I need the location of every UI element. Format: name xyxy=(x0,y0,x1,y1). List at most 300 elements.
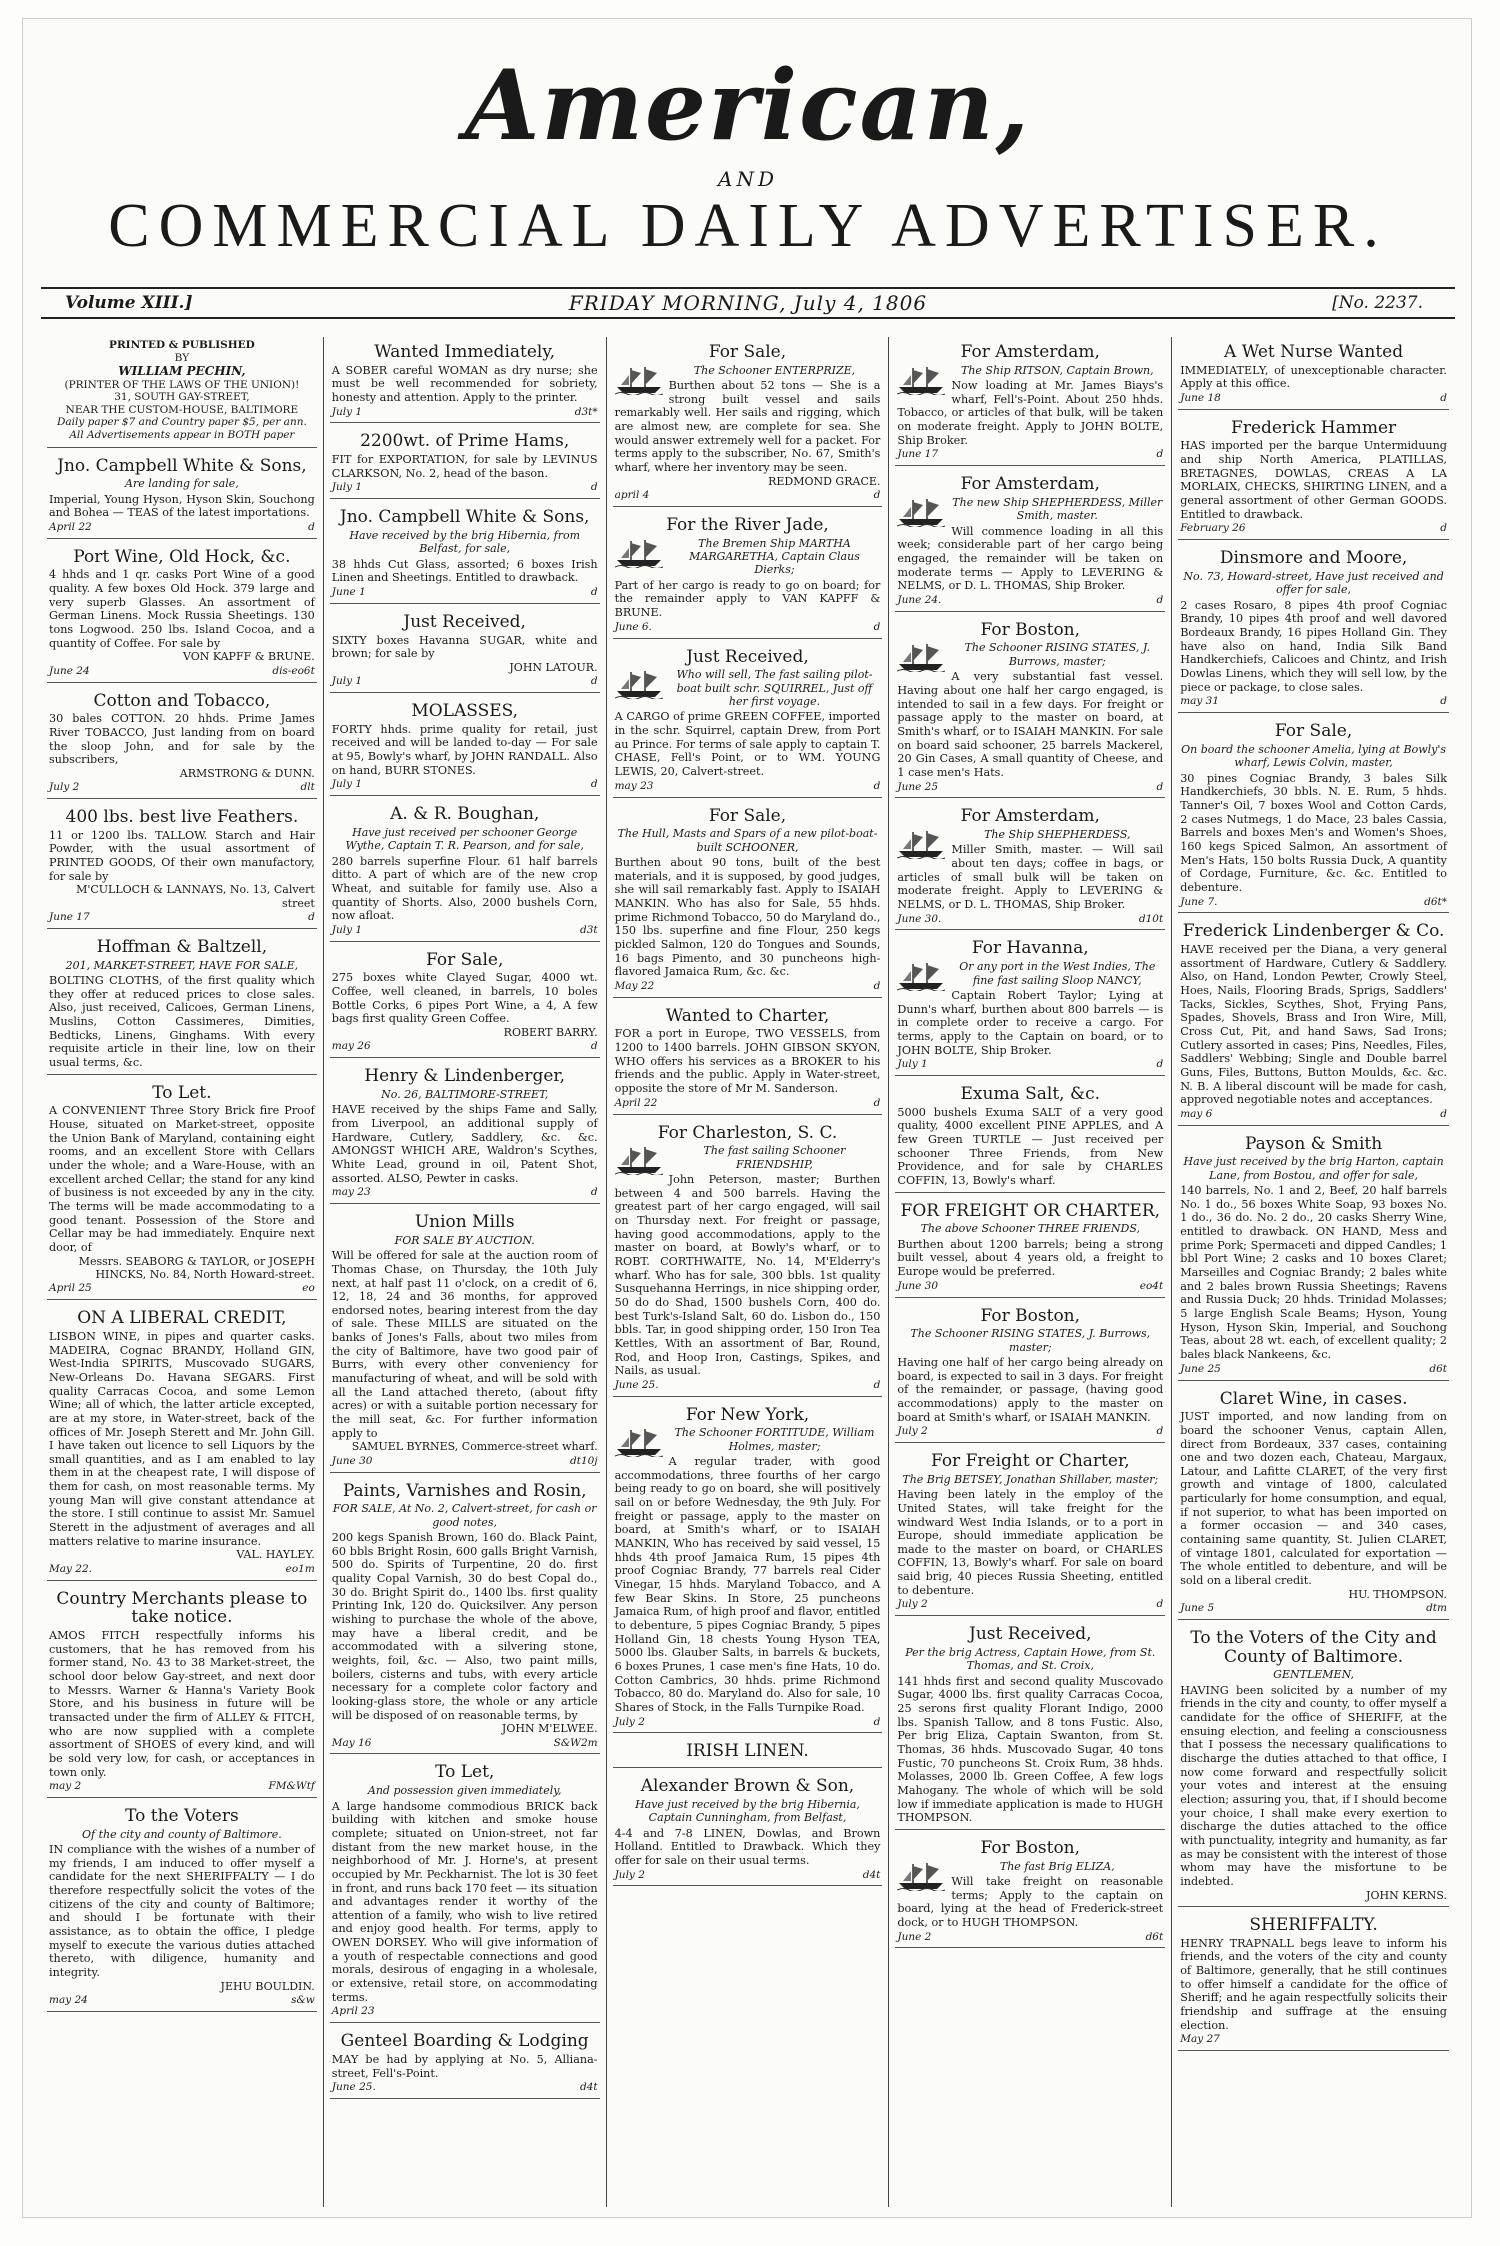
ad-date: July 1 xyxy=(331,405,363,418)
ad-code: d4t xyxy=(579,2081,598,2094)
printer-name: WILLIAM PECHIN, xyxy=(118,364,246,379)
ad-heading: IRISH LINEN. xyxy=(686,1741,809,1762)
ad-body-text: HENRY TRAPNALL begs leave to inform his friends, and the voters of the city and county of Baltimore, generally, that he still continues to offer himself a candidate for the office of Sheriff; and he again respectfully solicits their friendship and suffrage at the ensuing election. xyxy=(1180,1936,1447,2032)
ad-dateline xyxy=(49,1282,315,1295)
ad-date: april 4 xyxy=(614,489,650,502)
ad-heading: Genteel Boarding & Lodging xyxy=(340,2031,589,2052)
ad-dateline xyxy=(1180,522,1447,535)
ad-signature: JOHN LATOUR. xyxy=(509,660,598,674)
ad-code: FM&Wtf xyxy=(268,1780,315,1793)
ad-body-text: 140 barrels, No. 1 and 2, Beef, 20 half barrels No. 1 do., 56 boxes White Soap, 93 boxes No. 1 do., 36 do. No. 2 do., 20 casks Sherry Wine, entitled to drawback. ON HAND, Mess and prime Pork; Spermaceti and dipped Candles; 1 bbl Port Wine; 2 casks and 10 boxes Claret; Marseilles and Cogniac Brandy; 2 bales white and 2 bales brown Russia Sheetings; Ravens and Russia Duck; 20 hhds. Trinidad Molasses; 5 large English Scale Beams; Hyson, Young Hyson, Hyson Skin, Imperial, and Souchong Teas, about 28 wt. each, of excellent quality; 2 bales black Nankeens, &c. xyxy=(1180,1184,1447,1362)
advertisement xyxy=(1178,413,1449,540)
ad-heading: Frederick Lindenberger & Co. xyxy=(1182,921,1445,942)
ship-woodcut-icon xyxy=(615,365,663,395)
ad-body-text: 141 hhds first and second quality Muscovado Sugar, 4000 lbs. first quality Carracas Cocoa, 25 serons first quality Florant Indigo, 2000 lbs. Spanish Tallow, and 8 tons Fustic. Also, Per brig Eliza, Captain Swanton, from St. Thomas, 36 hhds. Muscovado Sugar, 40 tons Fustic, 70 puncheons St. Croix Rum, 38 hhds. Molasses, 2000 lb. Green Coffee, A few logs Mahogany. The whole of which will be sold low if immediate application is made to HUGH THOMPSON. xyxy=(897,1674,1164,1825)
advertisement xyxy=(47,1303,317,1580)
advertisement xyxy=(47,686,317,800)
ad-heading: Payson & Smith xyxy=(1244,1133,1383,1154)
ad-body-text: Burthen about 52 tons — She is a strong built vessel and sails remarkably well. Her sails and rigging, which are almost new, are complete for sea. She would answer extremely well for a packet. For terms apply to the subscriber, No. 67, Smith's wharf, where her inventory may be seen. xyxy=(614,379,881,475)
advertisement xyxy=(895,801,1165,930)
ad-date: may 24 xyxy=(49,1994,88,2007)
ad-body-text: Will commence loading in all this week; considerable part of her cargo being engaged, the remainder will be taken on moderate terms — Apply to LEVERING & NELMS, or D. L. THOMAS, Ship Broker. xyxy=(897,524,1164,593)
ad-heading: For Boston, xyxy=(980,619,1081,640)
ad-dateline xyxy=(49,665,315,678)
ad-date: July 1 xyxy=(331,675,363,688)
ad-date: May 22 xyxy=(614,979,655,992)
ad-heading: For Havanna, xyxy=(971,938,1089,959)
ad-code: d xyxy=(873,779,881,792)
ad-body-text: SIXTY boxes Havanna SUGAR, white and brown; for sale by xyxy=(331,633,598,661)
ad-heading: For Amsterdam, xyxy=(960,806,1100,827)
advertisement xyxy=(330,426,600,499)
ad-heading: Country Merchants please to take notice. xyxy=(56,1588,308,1628)
ad-date: June 5 xyxy=(1180,1602,1215,1615)
ad-dateline xyxy=(49,911,315,924)
ad-date: June 2 xyxy=(897,1930,932,1943)
ad-code: dtm xyxy=(1426,1602,1447,1615)
column-5 xyxy=(1172,337,1455,2207)
ad-date: July 1 xyxy=(331,778,363,791)
ad-subheading: The Schooner RISING STATES, J. Burrows, master; xyxy=(964,641,1150,668)
ship-woodcut-icon xyxy=(897,1861,945,1891)
ad-code: d xyxy=(1156,1598,1164,1611)
ship-woodcut-icon xyxy=(897,829,945,859)
ad-date: July 2 xyxy=(897,1598,928,1611)
advertisement xyxy=(613,1118,883,1397)
advertisement xyxy=(895,337,1165,466)
ad-body-text: Burthen about 90 tons, built of the best materials, and it is supposed, by good judges, she will sail remarkably fast. Apply to ISAIAH MANKIN. Who has also for Sale, 55 hhds. prime Richmond Tobacco, 50 do Maryland do., 150 lbs. superfine and fine Flour, 250 kegs pickled Salmon, 120 do Tongues and Sounds, 16 bags Pimento, and 30 puncheons high-flavored Jamaica Rum, &c. &c. xyxy=(614,856,881,979)
ad-date: June 6. xyxy=(614,620,652,633)
ad-subheading: Who will sell, The fast sailing pilot-boat built schr. SQUIRREL, Just off her first voyage. xyxy=(676,668,873,709)
ad-body-text: Part of her cargo is ready to go on board; for the remainder apply to VAN KAPFF & BRUNE. xyxy=(614,578,881,620)
advertisement xyxy=(613,642,883,798)
ad-heading: Wanted Immediately, xyxy=(374,342,556,362)
ad-body-text: IMMEDIATELY, of unexceptionable character. Apply at this office. xyxy=(1180,363,1447,391)
ad-date: April 25 xyxy=(49,1282,92,1295)
ad-dateline xyxy=(615,780,881,793)
ad-date: June 17 xyxy=(49,911,90,924)
ad-dateline xyxy=(1180,1363,1447,1376)
advertisement xyxy=(330,607,600,693)
ad-subheading: 201, MARKET-STREET, HAVE FOR SALE, xyxy=(65,958,299,972)
ad-heading: Cotton and Tobacco, xyxy=(93,690,271,711)
advertisement xyxy=(330,1061,600,1204)
ad-signature: REDMOND GRACE. xyxy=(768,474,881,488)
ad-date: June 30 xyxy=(331,1454,373,1467)
ad-code: d xyxy=(873,620,881,633)
ad-heading: Hoffman & Baltzell, xyxy=(96,937,268,958)
ad-body-text: 4 hhds and 1 qr. casks Port Wine of a good quality. A few boxes Old Hock. 379 large and very superb Glasses. An assortment of German Linens. Mock Russia Sheetings. 130 tons Logwood. 250 lbs. Island Cocoa, and a quantity of Coffee. For sale by xyxy=(49,568,315,650)
ad-body-text: Will be offered for sale at the auction room of Thomas Chase, on Thursday, the 10th July next, at half past 11 o'clock, on a credit of 6, 12, 18, 24 and 36 months, for approved endorsed notes, bearing interest from the day of sale. These MILLS are situated on the banks of Jones's Falls, about two miles from the city of Baltimore, have two good pair of Burrs, with every other conveniency for manufacturing of wheat, and will be sold with all the Land attached thereto, (about fifty acres) or with a suitable portion necessary for the mill seat, &c. For further information apply to xyxy=(331,1249,598,1440)
ad-heading: For Charleston, S. C. xyxy=(657,1122,838,1143)
ad-heading: Jno. Campbell White & Sons, xyxy=(339,507,590,528)
ad-heading: 400 lbs. best live Feathers. xyxy=(65,807,299,828)
ad-body-text: 30 bales COTTON. 20 hhds. Prime James River TOBACCO, Just landing from on board the sloop John, and for sale by the subscribers, xyxy=(49,712,315,767)
ad-date: July 2 xyxy=(614,1868,645,1881)
ad-dateline xyxy=(332,1737,598,1750)
ship-woodcut-icon xyxy=(615,538,663,568)
ad-dateline xyxy=(615,1097,881,1110)
ad-heading: Exuma Salt, &c. xyxy=(960,1084,1101,1105)
advertisement xyxy=(330,1207,600,1472)
ad-subheading: No. 73, Howard-street, Have just received and offer for sale, xyxy=(1183,569,1444,597)
ad-code: d xyxy=(873,489,881,502)
ad-dateline xyxy=(49,1563,315,1576)
advertisement xyxy=(1178,1910,1449,2051)
ad-body-text: LISBON WINE, in pipes and quarter casks. MADEIRA, Cognac BRANDY, Holland GIN, West-India SPIRITS, Muscovado SUGARS, New-Orleans Do. Havana SEGARS. First quality Carracas Cocoa, and some Lemon Wine; all of which, the latter article excepted, are at my store, in Water-street, back of the offices of Mr. Joseph Sterett and Mr. John Gill. I have taken out licence to sell Liquors by the small quantities, and as I am enabled to lay them in at the cheapest rate, I will dispose of them for cash, on most reasonable terms. My young Man will give constant attendance at the store. I still continue to assist Mr. Samuel Sterett in the adjustment of averages and all matters relative to marine insurance. xyxy=(49,1329,315,1548)
ad-code: d xyxy=(590,778,598,791)
ad-dateline xyxy=(615,489,881,502)
ad-dateline xyxy=(897,913,1163,926)
advertisement xyxy=(1178,916,1449,1125)
ad-body-text: Captain Robert Taylor; Lying at Dunn's wharf, burthen about 800 barrels — is in complete order to receive a cargo. For terms, apply to the Captain on board, or to JOHN BOLTE, Ship Broker. xyxy=(897,988,1164,1057)
ad-code: d xyxy=(1440,1107,1447,1120)
ad-body-text: Now loading at Mr. James Biays's wharf, Fell's-Point. About 250 hhds. Tobacco, or articles of that bulk, will be taken on moderate freight. Apply to JOHN BOLTE, Ship Broker. xyxy=(897,379,1164,447)
ad-date: June 30 xyxy=(897,1279,939,1292)
ad-body-text: 4-4 and 7-8 LINEN, Dowlas, and Brown Holland. Entitled to Drawback. Which they offer for sale on their usual terms. xyxy=(614,1826,881,1867)
advertisement xyxy=(330,799,600,942)
ad-signature: VAL. HAYLEY. xyxy=(236,1548,315,1562)
ad-dateline xyxy=(332,924,598,937)
advertisement xyxy=(895,469,1165,612)
ad-subheading: Have just received by the brig Harton, captain Lane, from Bostou, and offer for sale, xyxy=(1183,1155,1444,1182)
ad-heading: For Sale, xyxy=(708,805,787,826)
ad-dateline xyxy=(332,481,598,494)
ship-woodcut-icon xyxy=(897,642,945,672)
ad-subheading: The Bremen Ship MARTHA MARGARETHA, Captain Claus Dierks; xyxy=(689,536,860,577)
ad-body-text: HAVING been solicited by a number of my friends in the city and county, to offer myself a candidate for the office of SHERIFF, at the ensuing election, and feeling a consciousness that I possess the necessary qualifications to discharge the duties attached to that office, I now come forward and respectfully solicit your votes and interest at the ensuing election; assuring you, that, if I should become your choice, I shall make every exertion to discharge the duties attached to the office with punctuality, integrity and humanity, as far as may be consistent with the interest of those whom may have the misfortune to be indebted. xyxy=(1180,1683,1447,1888)
ad-subheading: The Schooner ENTERPRIZE, xyxy=(693,363,856,377)
ad-subheading: Have just received by the brig Hibernia, Captain Cunningham, from Belfast, xyxy=(635,1797,860,1825)
ad-date: July 1 xyxy=(897,1058,928,1071)
ad-code: d xyxy=(590,586,598,599)
ad-code: d xyxy=(1156,780,1164,793)
printer-line-3: 31, SOUTH GAY-STREET, xyxy=(114,391,250,404)
ad-body-text: 275 boxes white Clayed Sugar, 4000 wt. Coffee, well cleaned, in barrels, 10 boles Bottle Corks, 6 pipes Port Wine, a 4, A few bags first quality Green Coffee. xyxy=(331,971,598,1026)
ad-body-text: A CARGO of prime GREEN COFFEE, imported in the schr. Squirrel, captain Drew, from Port au Prince. For terms of sale apply to captain T. CHASE, Fell's Point, or to WM. YOUNG LEWIS, 20, Calvert-street. xyxy=(614,710,881,779)
advertisement xyxy=(330,1757,600,2023)
ad-dateline xyxy=(1180,392,1447,405)
advertisement xyxy=(330,945,600,1059)
ad-date: May 22. xyxy=(49,1562,92,1575)
ad-subheading: The fast Brig ELIZA, xyxy=(999,1859,1115,1873)
ad-code: d6t xyxy=(1145,1930,1164,1943)
ad-code: d6t xyxy=(1429,1362,1447,1375)
ad-heading: For Amsterdam, xyxy=(960,342,1100,362)
ad-body-text: A SOBER careful WOMAN as dry nurse; she must be well recommended for sobriety, honesty and attention. Apply to the printer. xyxy=(331,363,598,404)
ad-dateline xyxy=(897,1425,1163,1438)
advertisement xyxy=(47,1584,317,1798)
ad-heading: To the Voters xyxy=(125,1806,239,1826)
ad-body-text: 30 pines Cogniac Brandy, 3 bales Silk Handkerchiefs, 30 bbls. N. E. Rum, 5 hhds. Tanner's Oil, 7 boxes Wool and Cotton Cards, 2 cases Nutmegs, 1 do Mace, 23 bales Cassia, Barrels and boxes Men's and Women's Shoes, 160 kegs Spiced Salmon, An assortment of Men's Hats, 150 bolts Russia Duck, A quantity of Cordage, Furniture, &c. &c. Entitled to debenture. xyxy=(1180,771,1447,894)
ad-subheading: Have received by the brig Hibernia, from Belfast, for sale, xyxy=(349,528,581,556)
ad-signature: SAMUEL BYRNES, Commerce-street wharf. xyxy=(351,1440,598,1454)
ad-dateline xyxy=(615,621,881,634)
ad-dateline xyxy=(1180,1602,1447,1615)
ad-signature: VON KAPFF & BRUNE. xyxy=(182,650,315,664)
ad-code: d xyxy=(1156,1058,1164,1071)
advertisement xyxy=(47,802,317,929)
ad-dateline xyxy=(897,781,1163,794)
ad-heading: For the River Jade, xyxy=(666,514,829,535)
ad-code: d xyxy=(590,1186,598,1199)
ad-date: May 16 xyxy=(331,1736,372,1749)
ad-date: April 23 xyxy=(331,2005,375,2018)
ad-code: eo1m xyxy=(285,1562,315,1575)
ad-heading: To the Voters of the City and County of Baltimore. xyxy=(1190,1627,1437,1667)
ad-subheading: The fast sailing Schooner FRIENDSHIP, xyxy=(703,1144,846,1171)
ad-date: may 31 xyxy=(1180,695,1220,708)
advertisement xyxy=(330,1476,600,1755)
ad-dateline xyxy=(897,1598,1163,1611)
ad-code: d xyxy=(1156,593,1164,606)
ad-dateline xyxy=(897,448,1163,461)
ad-subheading: The Hull, Masts and Spars of a new pilot-boat-built SCHOONER, xyxy=(617,827,878,854)
ad-date: June 7. xyxy=(1180,895,1218,908)
ad-subheading: Of the city and county of Baltimore. xyxy=(82,1827,282,1841)
ad-body-text: Having been lately in the employ of the United States, will take freight for the windward West India Islands, or to a port in Europe, should immediate application be made to the master on board, or CHARLES COFFIN, 13, Bowly's wharf. For sale on board said brig, 40 pieces Russia Sheeting, entitled to debenture. xyxy=(897,1488,1164,1597)
ad-dateline xyxy=(332,586,598,599)
advertisement xyxy=(1178,1623,1449,1907)
ad-dateline xyxy=(1180,1108,1447,1121)
ad-code: d xyxy=(590,481,598,494)
ad-date: April 22 xyxy=(49,520,92,533)
ad-subheading: The Ship SHEPHERDESS, xyxy=(984,827,1131,841)
ad-code: d xyxy=(1440,695,1447,708)
ad-date: June 25 xyxy=(897,780,939,793)
ad-body-text: Miller Smith, master. — Will sail about ten days; coffee in bags, or articles of small bulk will be taken on moderate freight. Apply to LEVERING & NELMS, or D. L. THOMAS, Ship Broker. xyxy=(897,843,1164,912)
ad-code: S&W2m xyxy=(553,1736,598,1749)
ad-heading: To Let, xyxy=(435,1762,495,1783)
ad-signature: JOHN M'ELWEE. xyxy=(501,1722,598,1736)
ad-subheading: No. 26, BALTIMORE-STREET, xyxy=(381,1087,549,1101)
advertisement xyxy=(330,2026,600,2099)
ad-subheading: FOR SALE, At No. 2, Calvert-street, for cash or good notes, xyxy=(332,1502,597,1529)
ad-heading: Just Received, xyxy=(403,611,526,632)
advertisement xyxy=(330,337,600,423)
ad-code: dt10j xyxy=(570,1454,598,1467)
ship-woodcut-icon xyxy=(897,961,945,991)
ad-dateline xyxy=(1180,896,1447,909)
ad-subheading: The Ship RITSON, Captain Brown, xyxy=(960,363,1154,377)
ad-subheading: The above Schooner THREE FRIENDS, xyxy=(920,1222,1140,1236)
ad-code: eo4t xyxy=(1139,1279,1164,1292)
volume-label: Volume XIII.] xyxy=(65,293,193,313)
masthead-rule-bottom xyxy=(41,317,1455,319)
ad-code: d xyxy=(873,979,881,992)
ad-body-text: HAVE received per the Diana, a very general assortment of Hardware, Cutlery & Saddlery. Also, on Hand, London Pewter, Crowly Steel, Hoes, Nails, Flooring Brads, Sprigs, Saddlers' Tacks, Sickles, Scythes, Shot, Frying Pans, Spades, Shovels, Brass and Iron Wire, Mill, Cross Cut, Pit, and hand Saws, Sad Irons; Cutlery assorted in cases; Pins, Needles, Files, Saddlers' Webbing; Single and Double barrel Guns, Files, Buttons, Button Moulds, &c. &c. N. B. A liberal discount will be made for cash, approved negotiable notes and acceptances. xyxy=(1180,943,1447,1107)
ad-heading: A. & R. Boughan, xyxy=(390,804,540,825)
column-1 xyxy=(41,337,324,2207)
ad-date: may 6 xyxy=(1180,1107,1213,1120)
ad-dateline xyxy=(49,1994,315,2007)
ad-subheading: The Schooner RISING STATES, J. Burrows, master; xyxy=(910,1327,1151,1354)
ad-date: June 30. xyxy=(897,912,942,925)
advertisement xyxy=(47,1801,317,2012)
ad-code: dlt xyxy=(300,781,315,794)
ad-dateline xyxy=(332,2081,598,2094)
advertisement xyxy=(47,451,317,539)
ad-code: d xyxy=(590,675,598,688)
ad-body-text: Will take freight on reasonable terms; Apply to the captain on board, lying at the head of Frederick-street dock, or to HUGH THOMPSON. xyxy=(897,1875,1164,1930)
ad-heading: FOR FREIGHT OR CHARTER, xyxy=(900,1200,1161,1221)
advertisement xyxy=(47,1078,317,1301)
ad-code: d3t xyxy=(579,923,598,936)
ad-signature: HU. THOMPSON. xyxy=(1348,1587,1447,1601)
advertisement xyxy=(1178,543,1449,713)
ad-dateline xyxy=(49,1780,315,1793)
ad-heading: Alexander Brown & Son, xyxy=(640,1776,855,1797)
ad-heading: 2200wt. of Prime Hams, xyxy=(360,431,570,452)
advertisement xyxy=(895,1196,1165,1298)
ad-heading: Just Received, xyxy=(686,646,809,667)
ad-body-text: Having one half of her cargo being already on board, is expected to sail in 3 days. For freight of the remainder, or passage, (having good accommodations) apply to the master on board at Smith's wharf, or ISAIAH MANKIN. xyxy=(897,1356,1164,1424)
ad-code: d6t* xyxy=(1424,895,1447,908)
ad-code: d xyxy=(1440,522,1447,535)
ad-subheading: Are landing for sale, xyxy=(125,477,239,491)
advertisement xyxy=(1178,1129,1449,1381)
advertisement xyxy=(895,1619,1165,1830)
ad-dateline xyxy=(332,406,598,419)
ad-body-text: A very substantial fast vessel. Having about one half her cargo engaged, is intended to sail in a few days. For freight or passage apply to the master on board, at Smith's wharf, or to ISAIAH MANKIN. For sale on board said schooner, 25 barrels Mackerel, 20 Gin Cases, A small quantity of Cheese, and 1 case men's Hats. xyxy=(897,670,1164,779)
printer-line-2: (PRINTER OF THE LAWS OF THE UNION)! xyxy=(64,378,300,391)
ship-woodcut-icon xyxy=(615,1427,663,1457)
ad-code: d3t* xyxy=(574,405,598,418)
ad-heading: Union Mills xyxy=(414,1212,515,1233)
ad-code: s&w xyxy=(291,1994,315,2007)
advertisement xyxy=(895,1079,1165,1193)
ad-subheading: The Brig BETSEY, Jonathan Shillaber, master; xyxy=(902,1472,1159,1486)
ad-code: d xyxy=(1156,448,1164,461)
ad-date: April 22 xyxy=(614,1096,658,1109)
ad-code: d xyxy=(873,1378,881,1391)
ad-heading: For Sale, xyxy=(426,949,504,970)
ad-subheading: The Schooner FORTITUDE, William Holmes, master; xyxy=(674,1426,875,1453)
advertisement xyxy=(613,1001,883,1115)
ad-heading: Wanted to Charter, xyxy=(665,1005,830,1026)
ad-dateline xyxy=(332,2005,598,2018)
ad-body-text: A CONVENIENT Three Story Brick fire Proof House, situated on Market-street, opposite the Union Bank of Maryland, containing eight rooms, and an excellent Store with Cellars under the whole; and a Ware-House, with an excellent arched Cellar; the stand for any kind of business is not exceeded by any in the city. The terms will be made accommodating to a good tenant. Possession of the Store and Cellar may be had immediately. Enquire next door, of xyxy=(49,1104,315,1254)
masthead-rule-top xyxy=(41,287,1455,289)
ad-signature: ARMSTRONG & DUNN. xyxy=(179,766,315,780)
advertisement xyxy=(895,615,1165,799)
advertisement xyxy=(47,542,317,683)
ad-date: may 26 xyxy=(331,1040,371,1053)
ad-dateline xyxy=(332,1455,598,1468)
ad-dateline xyxy=(49,521,315,534)
ad-code: d4t xyxy=(862,1868,881,1881)
ad-dateline xyxy=(49,781,315,794)
advertisement xyxy=(1178,1384,1449,1620)
ad-date: may 2 xyxy=(49,1780,82,1793)
printer-by: BY xyxy=(174,351,190,364)
advertisement xyxy=(330,696,600,796)
ad-date: June 24. xyxy=(897,593,942,606)
advertisement xyxy=(895,1446,1165,1616)
advertisement xyxy=(613,1736,883,1768)
ad-dateline xyxy=(1180,695,1447,708)
ad-body-text: 280 barrels superfine Flour. 61 half barrels ditto. A part of which are of the new crop Wheat, and suitable for family use. Also a quantity of Shorts. Also, 2000 bushels Corn, now afloat. xyxy=(331,854,598,923)
ad-date: June 25. xyxy=(614,1378,659,1391)
ad-signature: JOHN KERNS. xyxy=(1366,1888,1447,1902)
ad-heading: Frederick Hammer xyxy=(1231,417,1397,438)
printer-line-1: PRINTED & PUBLISHED xyxy=(109,339,255,351)
ad-body-text: A large handsome commodious BRICK back building with kitchen and smoke house complete; situated on Union-street, not far distant from the new market house, in the neighborhood of Mr. J. Horne's, at present occupied by Mr. Peckharnist. The lot is 30 feet in front, and runs back 170 feet — its situation and advantages render it worthy of the attention of a family, who wish to live retired and enjoy good health. For terms, apply to OWEN DORSEY. Who will give information of a youth of respectable connections and good morals, desirous of engaging in a wholesale, or extensive, retail store, on accommodating terms. xyxy=(331,1799,598,2004)
ad-dateline xyxy=(615,1869,881,1882)
ad-dateline xyxy=(897,1931,1163,1944)
ad-dateline xyxy=(332,1040,598,1053)
printer-line-6: All Advertisements appear in BOTH paper xyxy=(69,428,295,441)
ad-date: July 2 xyxy=(49,781,80,794)
advertisement xyxy=(613,1400,883,1734)
masthead-and: AND xyxy=(718,167,778,191)
ad-date: July 2 xyxy=(897,1425,928,1438)
ad-code: eo xyxy=(302,1282,315,1295)
advertisement xyxy=(613,1771,883,1886)
ad-dateline xyxy=(615,1379,881,1392)
ad-dateline xyxy=(897,1280,1163,1293)
ad-code: dis-eo6t xyxy=(272,664,315,677)
ad-date: July 1 xyxy=(331,923,363,936)
ad-body-text: FIT for EXPORTATION, for sale by LEVINUS CLARKSON, No. 2, head of the bason. xyxy=(331,453,598,480)
ad-dateline xyxy=(332,1186,598,1199)
ad-date: may 23 xyxy=(614,779,654,792)
masthead-script-title: American, xyxy=(464,49,1032,162)
advertisement xyxy=(613,801,883,998)
ad-body-text: HAS imported per the barque Untermiduung and ship North America, PLATILLAS, BRETAGNES, DOWLAS, CREAS A LA MORLAIX, CHECKS, SHIRTING LINEN, and a general assortment of other German GOODS. Entitled to drawback. xyxy=(1180,439,1447,521)
ad-date: June 1 xyxy=(331,586,366,599)
issue-date: FRIDAY MORNING, July 4, 1806 xyxy=(568,291,928,315)
ad-dateline xyxy=(615,1716,881,1729)
ad-heading: Claret Wine, in cases. xyxy=(1219,1388,1408,1409)
ad-code: d10t xyxy=(1138,912,1164,925)
advertisement xyxy=(895,933,1165,1076)
ad-heading: For Sale, xyxy=(1274,721,1353,742)
masthead xyxy=(23,19,1472,324)
advertisement xyxy=(1178,716,1449,913)
advertisement xyxy=(330,502,600,604)
printer-imprint xyxy=(47,337,317,448)
ad-code: d xyxy=(1440,392,1447,404)
ad-body-text: MAY be had by applying at No. 5, Alliana-street, Fell's-Point. xyxy=(331,2052,598,2080)
ad-subheading: Have just received per schooner George Wythe, Captain T. R. Pearson, and for sale, xyxy=(345,825,584,853)
ad-heading: Henry & Lindenberger, xyxy=(364,1066,566,1087)
ad-date: July 1 xyxy=(331,481,363,494)
ad-dateline xyxy=(332,675,598,688)
ad-subheading: The new Ship SHEPHERDESS, Miller Smith, master. xyxy=(952,495,1163,523)
ad-subheading: GENTLEMEN, xyxy=(1273,1668,1354,1682)
ad-heading: For Sale, xyxy=(708,342,787,362)
ad-heading: ON A LIBERAL CREDIT, xyxy=(77,1308,287,1329)
ad-date: may 23 xyxy=(331,1186,371,1199)
advertisement xyxy=(613,337,883,507)
ad-signature: JEHU BOULDIN. xyxy=(220,1979,315,1993)
ad-body-text: Imperial, Young Hyson, Hyson Skin, Souchong and Bohea — TEAS of the latest importations. xyxy=(49,492,315,520)
column-4 xyxy=(889,337,1172,2207)
issue-number: [No. 2237. xyxy=(1332,293,1423,313)
ad-code: d xyxy=(590,1040,598,1053)
ad-body-text: AMOS FITCH respectfully informs his customers, that he has removed from his former stand, No. 43 to 38 Market-street, the school door below Gay-street, and next door to Messrs. Warner & Hanna's Variety Book Store, and his business in future will be transacted under the firm of ALLEY & FITCH, who are now supplied with a complete assortment of SHOES of every kind, and will be sold very low, for cash, or acceptances in town only. xyxy=(49,1628,315,1779)
ad-subheading: Per the brig Actress, Captain Howe, from St. Thomas, and St. Croix, xyxy=(905,1645,1156,1673)
ad-heading: Paints, Varnishes and Rosin, xyxy=(342,1480,587,1501)
ad-signature: ROBERT BARRY. xyxy=(503,1026,598,1040)
ad-code: d xyxy=(873,1096,881,1109)
printer-line-4: NEAR THE CUSTOM-HOUSE, BALTIMORE xyxy=(65,403,299,416)
ad-dateline xyxy=(1180,2033,1447,2046)
ad-subheading: And possession given immediately, xyxy=(367,1784,562,1798)
ad-body-text: 5000 bushels Exuma SALT of a very good quality, 4000 excellent PINE APPLES, and A few Green TURTLE — Just received per schooner Three Friends, from New Providence, and for sale by CHARLES COFFIN, 13, Bowly's wharf. xyxy=(897,1105,1164,1188)
ad-code: d xyxy=(1156,1425,1164,1438)
